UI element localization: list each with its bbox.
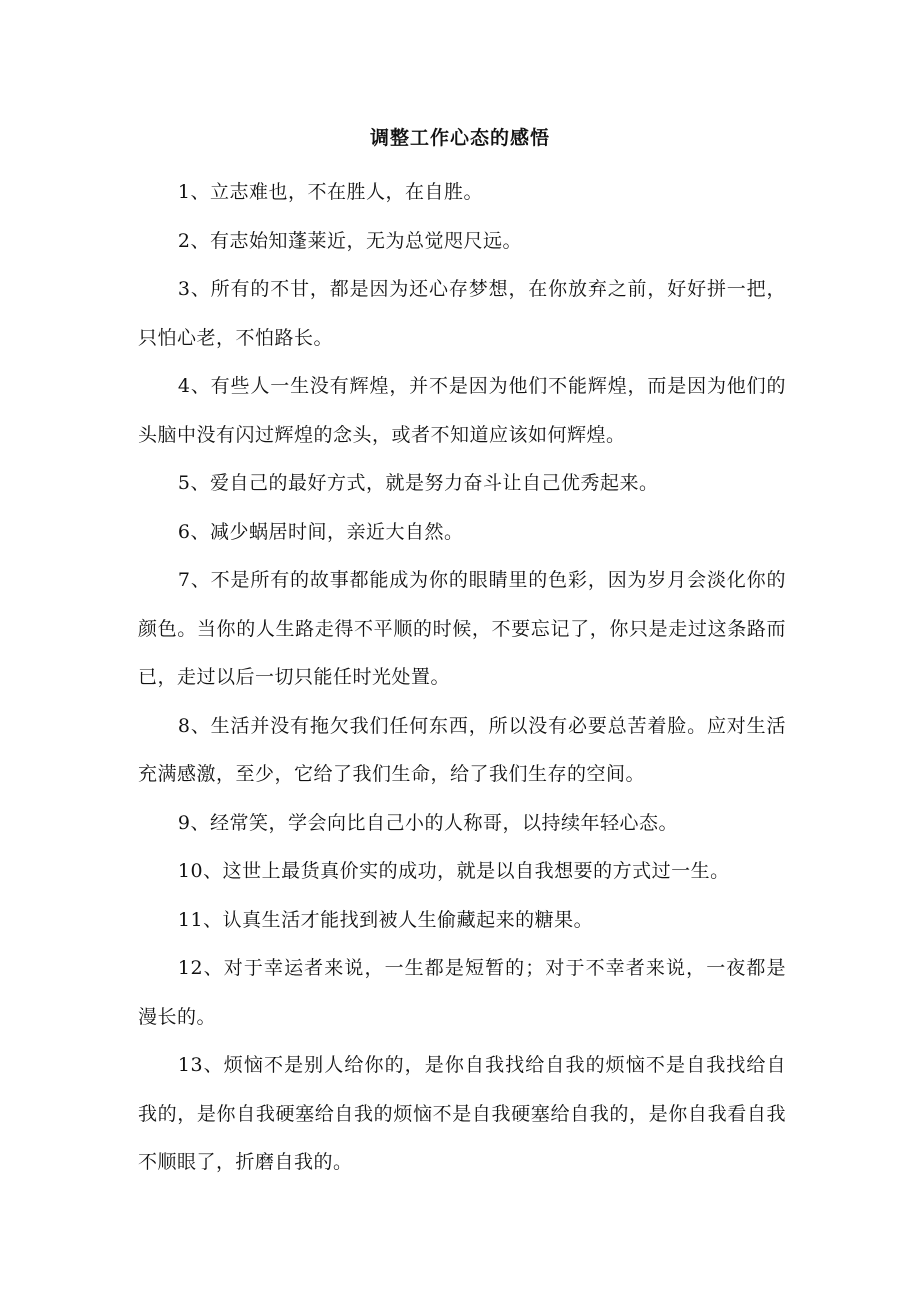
paragraph-5: 5、爱自己的最好方式，就是努力奋斗让自己优秀起来。 [177, 472, 659, 494]
paragraph-1: 1、立志难也，不在胜人，在自胜。 [177, 181, 483, 203]
paragraph-8: 8、生活并没有拖欠我们任何东西，所以没有必要总苦着脸。应对生活充满感激，至少，它给了我们生命，给了我们生存的空间。 [138, 714, 786, 785]
paragraph-9: 9、经常笑，学会向比自己小的人称哥，以持续年轻心态。 [177, 811, 678, 834]
paragraph-2: 2、有志始知蓬莱近，无为总觉咫尺远。 [177, 229, 522, 252]
paragraph-11: 11、认真生活才能找到被人生偷藏起来的糖果。 [177, 908, 594, 931]
paragraph-6: 6、减少蜗居时间，亲近大自然。 [177, 520, 464, 543]
paragraph-4: 4、有些人一生没有辉煌，并不是因为他们不能辉煌，而是因为他们的头脑中没有闪过辉煌的念头，或者不知道应该如何辉煌。 [138, 375, 786, 446]
paragraph-12: 12、对于幸运者来说，一生都是短暂的；对于不幸者来说，一夜都是漫长的。 [138, 957, 786, 1028]
document-body [138, 168, 786, 1187]
paragraph-7: 7、不是所有的故事都能成为你的眼睛里的色彩，因为岁月会淡化你的颜色。当你的人生路走得不平顺的时候，不要忘记了，你只是走过这条路而已，走过以后一切只能任时光处置。 [138, 569, 786, 688]
paragraph-10: 10、这世上最货真价实的成功，就是以自我想要的方式过一生。 [177, 860, 730, 882]
paragraph-13: 13、烦恼不是别人给你的，是你自我找给自我的烦恼不是自我找给自我的，是你自我硬塞给自我的烦恼不是自我硬塞给自我的，是你自我看自我不顺眼了，折磨自我的。 [138, 1054, 786, 1173]
paragraph-3: 3、所有的不甘，都是因为还心存梦想，在你放弃之前，好好拼一把，只怕心老，不怕路长。 [138, 278, 786, 349]
document-title: 调整工作心态的感悟 [369, 127, 550, 149]
